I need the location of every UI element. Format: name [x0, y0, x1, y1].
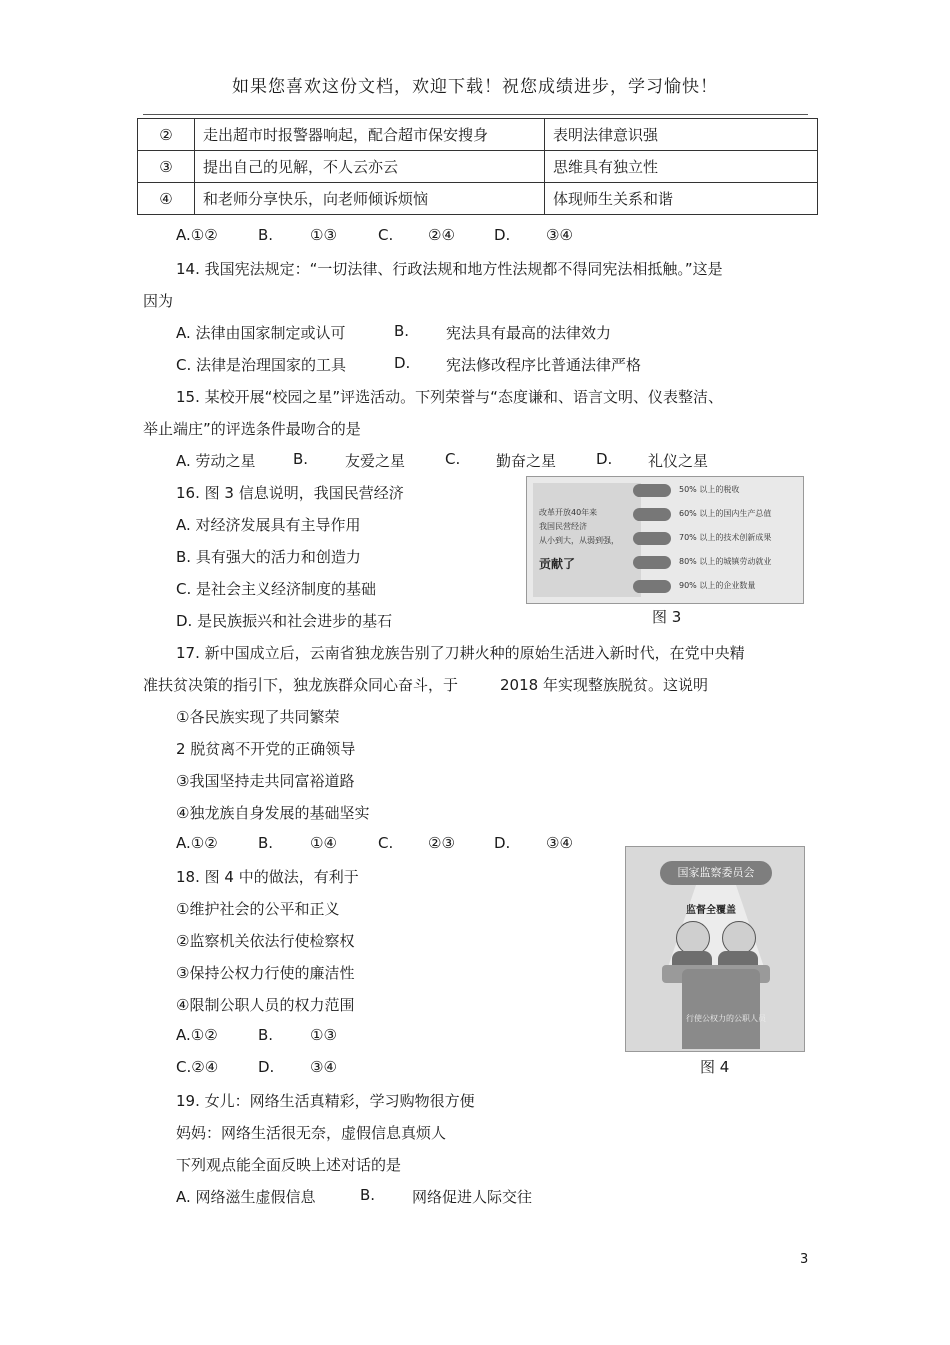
- table-row: [138, 183, 818, 215]
- options-table: [137, 118, 818, 215]
- q13-option-c-letter: C.: [378, 226, 394, 244]
- figure-4-caption: 图 4: [700, 1058, 730, 1076]
- q16-option-b: B. 具有强大的活力和创造力: [176, 548, 361, 566]
- q18-option-b-text: ①③: [310, 1026, 337, 1044]
- figure-4-title: 监督全覆盖: [686, 905, 736, 916]
- figure-3-headline: 贡献了: [539, 557, 576, 571]
- table-cell-content: 和老师分享快乐，向老师倾诉烦恼: [195, 183, 545, 215]
- figure-3-item: [633, 482, 795, 499]
- q17-option-c-text: ②③: [428, 834, 455, 852]
- figure-4-tower-label: 行使公权力的公职人员: [686, 1014, 766, 1023]
- q18-statement-2: ②监察机关依法行使检察权: [176, 932, 355, 950]
- figure-3-item-text: 60% 以上的国内生产总值: [679, 509, 772, 518]
- q17-option-b-text: ①④: [310, 834, 337, 852]
- q14-option-a: A. 法律由国家制定或认可: [176, 324, 346, 342]
- page-header: 如果您喜欢这份文档，欢迎下载！祝您成绩进步，学习愉快！: [232, 77, 718, 97]
- q18-option-d-text: ③④: [310, 1058, 337, 1076]
- figure-4-banner: 国家监察委员会: [660, 861, 772, 885]
- q15-option-c-letter: C.: [445, 450, 461, 468]
- page-number: 3: [800, 1252, 809, 1267]
- q18-statement-3: ③保持公权力行使的廉洁性: [176, 964, 355, 982]
- q15-stem: 15. 某校开展“校园之星”评选活动。下列荣誉与“态度谦和、语言文明、仪表整洁、: [176, 388, 723, 406]
- q18-option-a: A.①②: [176, 1026, 218, 1044]
- figure-3-item-text: 50% 以上的税收: [679, 485, 740, 494]
- q13-option-b-text: ①③: [310, 226, 337, 244]
- table-row: [138, 119, 818, 151]
- figure-3-item: [633, 530, 795, 547]
- q16-option-d: D. 是民族振兴和社会进步的基石: [176, 612, 393, 630]
- q14-option-b-letter: B.: [394, 322, 410, 340]
- figure-3-caption: 图 3: [652, 608, 682, 626]
- q16-option-c: C. 是社会主义经济制度的基础: [176, 580, 377, 598]
- q14-stem-cont: 因为: [143, 292, 174, 310]
- q18-option-b-letter: B.: [258, 1026, 274, 1044]
- q17-option-d-letter: D.: [494, 834, 511, 852]
- q14-option-d-letter: D.: [394, 354, 411, 372]
- q17-statement-2: 2 脱贫离不开党的正确领导: [176, 740, 356, 758]
- figure-3-intro-line: 改革开放40年来: [539, 508, 598, 517]
- q16-option-a: A. 对经济发展具有主导作用: [176, 516, 361, 534]
- q15-stem-cont: 举止端庄”的评选条件最吻合的是: [143, 420, 361, 438]
- figure-3-pill: [633, 508, 671, 521]
- q17-option-a: A.①②: [176, 834, 218, 852]
- q19-option-b-text: 网络促进人际交往: [412, 1188, 533, 1206]
- q17-statement-3: ③我国坚持走共同富裕道路: [176, 772, 355, 790]
- q17-stem: 17. 新中国成立后，云南省独龙族告别了刀耕火种的原始生活进入新时代，在党中央精: [176, 644, 745, 662]
- q15-option-b-text: 友爱之星: [345, 452, 406, 470]
- figure-3-item-text: 90% 以上的企业数量: [679, 581, 756, 590]
- figure-3-pill: [633, 532, 671, 545]
- q14-option-c: C. 法律是治理国家的工具: [176, 356, 347, 374]
- figure-3-item: [633, 554, 795, 571]
- table-cell-meaning: 体现师生关系和谐: [545, 183, 818, 215]
- figure-4-image: [625, 846, 805, 1052]
- q18-option-d-letter: D.: [258, 1058, 275, 1076]
- q15-option-d-text: 礼仪之星: [648, 452, 709, 470]
- figure-3-pill: [633, 484, 671, 497]
- q19-line-2: 妈妈：网络生活很无奈，虚假信息真烦人: [176, 1124, 447, 1142]
- figure-3-intro-line: 从小到大，从弱到强，: [539, 536, 619, 545]
- q19-stem: 下列观点能全面反映上述对话的是: [176, 1156, 402, 1174]
- q17-option-d-text: ③④: [546, 834, 573, 852]
- q13-option-c-text: ②④: [428, 226, 455, 244]
- q18-stem: 18. 图 4 中的做法，有利于: [176, 868, 359, 886]
- figure-4-tower: [682, 969, 760, 1049]
- table-cell-num: ③: [138, 151, 195, 183]
- q17-statement-1: ①各民族实现了共同繁荣: [176, 708, 340, 726]
- table-row: [138, 151, 818, 183]
- table-cell-num: ④: [138, 183, 195, 215]
- figure-3-intro-line: 我国民营经济: [539, 522, 587, 531]
- q15-option-a: A. 劳动之星: [176, 452, 256, 470]
- table-cell-content: 走出超市时报警器响起，配合超市保安搜身: [195, 119, 545, 151]
- q17-option-c-letter: C.: [378, 834, 394, 852]
- q14-option-d-text: 宪法修改程序比普通法律严格: [446, 356, 642, 374]
- q13-option-d-text: ③④: [546, 226, 573, 244]
- header-rule: [143, 114, 808, 115]
- q14-stem: 14. 我国宪法规定：“一切法律、行政法规和地方性法规都不得同宪法相抵触。”这是: [176, 260, 723, 278]
- table-cell-content: 提出自己的见解，不人云亦云: [195, 151, 545, 183]
- q18-statement-1: ①维护社会的公平和正义: [176, 900, 340, 918]
- q19-line-1: 19. 女儿：网络生活真精彩，学习购物很方便: [176, 1092, 475, 1110]
- q15-option-c-text: 勤奋之星: [496, 452, 557, 470]
- table-cell-meaning: 思维具有独立性: [545, 151, 818, 183]
- q18-statement-4: ④限制公职人员的权力范围: [176, 996, 355, 1014]
- table-cell-meaning: 表明法律意识强: [545, 119, 818, 151]
- figure-3-item: [633, 506, 795, 523]
- q13-option-a: A.①②: [176, 226, 218, 244]
- q15-option-b-letter: B.: [293, 450, 309, 468]
- q17-statement-4: ④独龙族自身发展的基础坚实: [176, 804, 370, 822]
- figure-3-item-text: 70% 以上的技术创新成果: [679, 533, 772, 542]
- figure-4-person-left: [676, 921, 710, 955]
- figure-3-item-text: 80% 以上的城镇劳动就业: [679, 557, 772, 566]
- q16-stem: 16. 图 3 信息说明，我国民营经济: [176, 484, 404, 502]
- figure-4-person-right: [722, 921, 756, 955]
- q19-option-b-letter: B.: [360, 1186, 376, 1204]
- q15-option-d-letter: D.: [596, 450, 613, 468]
- figure-3-pill: [633, 580, 671, 593]
- q17-stem-year: 2018 年实现整族脱贫。这说明: [500, 676, 708, 694]
- table-cell-num: ②: [138, 119, 195, 151]
- figure-3-pill: [633, 556, 671, 569]
- q19-option-a: A. 网络滋生虚假信息: [176, 1188, 316, 1206]
- q13-option-d-letter: D.: [494, 226, 511, 244]
- figure-3-item: [633, 578, 795, 595]
- q14-option-b-text: 宪法具有最高的法律效力: [446, 324, 612, 342]
- q17-stem-cont: 准扶贫决策的指引下，独龙族群众同心奋斗，于: [143, 676, 459, 694]
- q13-option-b-letter: B.: [258, 226, 274, 244]
- q17-option-b-letter: B.: [258, 834, 274, 852]
- q18-option-c: C.②④: [176, 1058, 219, 1076]
- figure-3-image: [526, 476, 804, 604]
